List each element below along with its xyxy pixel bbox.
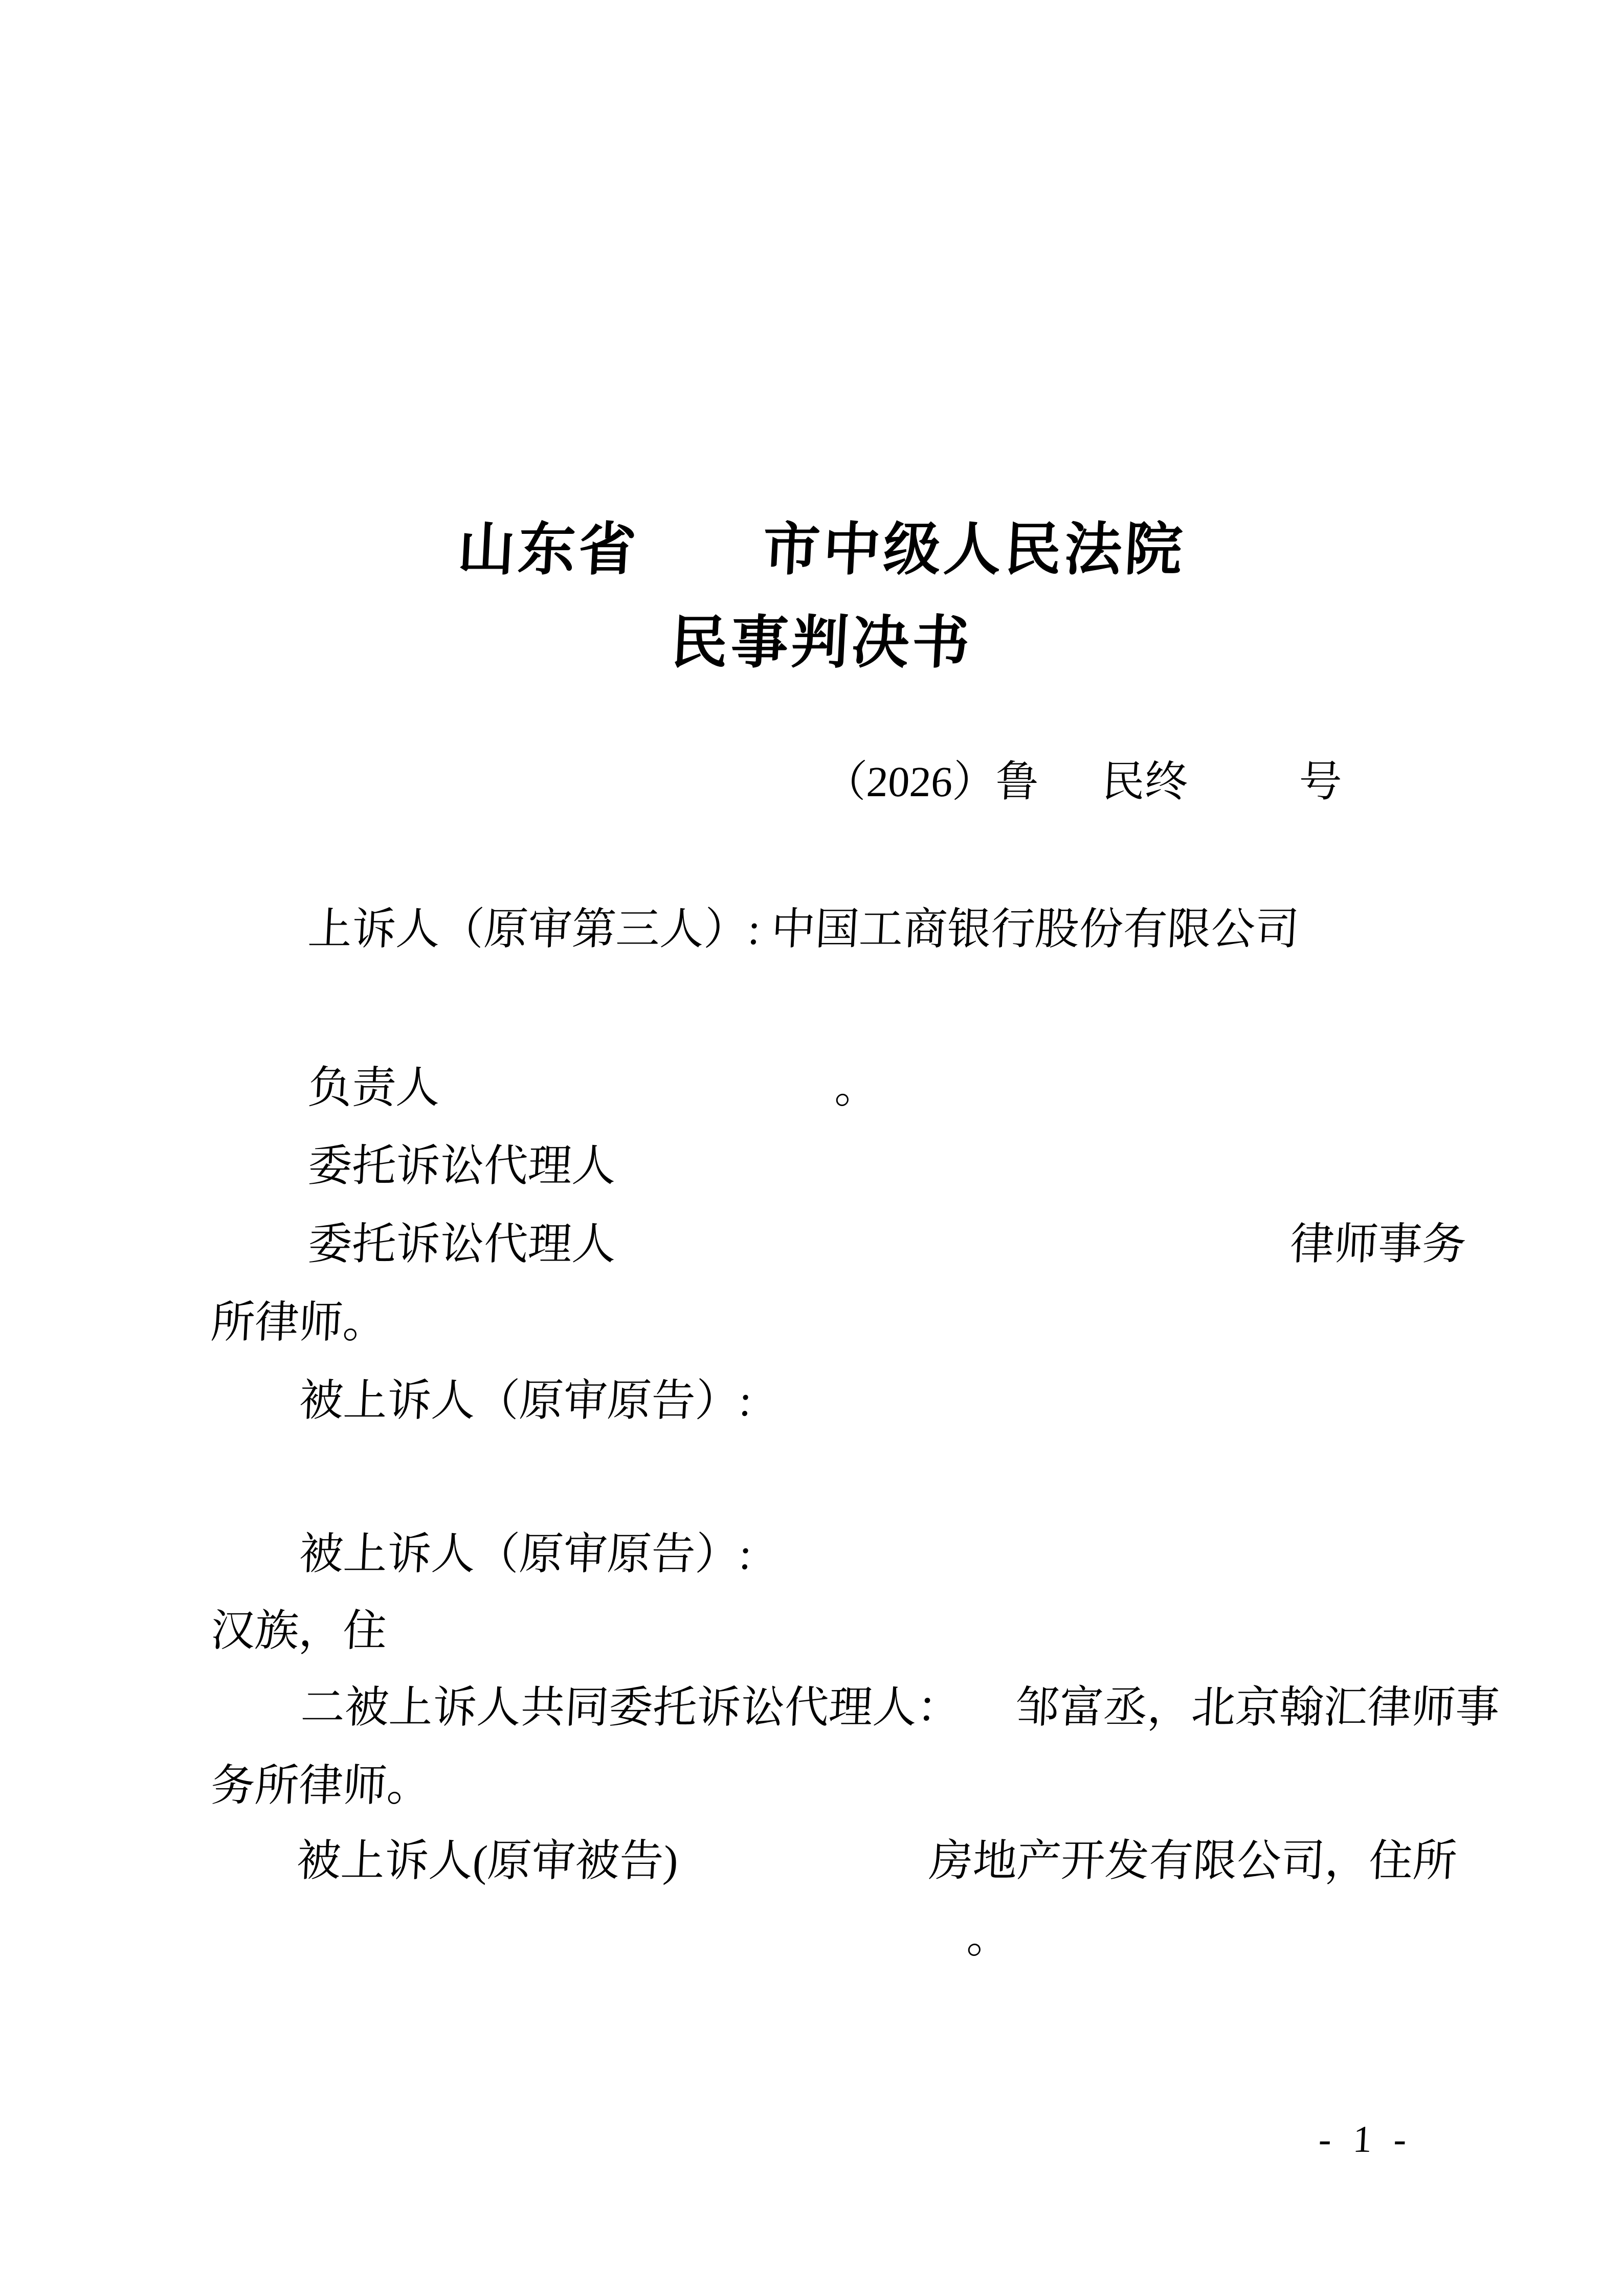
line-appellee-2-wrap (0, 1608, 1624, 1669)
line-appellant (0, 906, 1624, 967)
agent-1-label: 委托诉讼代理人 (306, 1141, 617, 1190)
agent-2-lawfirm: 律师事务 (1288, 1220, 1467, 1269)
line-appellee-2 (0, 1531, 1624, 1592)
legal-rep-label: 负责人 (306, 1063, 441, 1112)
line-agent-1 (0, 1143, 1624, 1204)
appellee-2-text: 被上诉人（原审原告）: (298, 1529, 753, 1579)
line-joint-agent (0, 1684, 1624, 1746)
case-year-region: （2026）鲁 (822, 758, 1040, 806)
appellant-text: 上诉人（原审第三人）: 中国工商银行股份有限公司 (306, 905, 1301, 954)
court-name-suffix: 市中级人民法院 (761, 519, 1187, 582)
line-joint-agent-wrap (0, 1763, 1624, 1824)
defendant-company: 房地产开发有限公司，住所 (927, 1836, 1458, 1885)
agent-2-label: 委托诉讼代理人 (306, 1220, 617, 1269)
line-appellee-1 (0, 1378, 1624, 1439)
legal-rep-period: 。 (833, 1063, 880, 1112)
page-title-line2 (0, 614, 1624, 675)
appellee-2-wrap-text: 汉族，住 (209, 1606, 388, 1655)
appellee-1-text: 被上诉人（原审原告）: (298, 1376, 753, 1425)
document-type-title: 民事判决书 (669, 612, 974, 675)
line-legal-rep (0, 1065, 1624, 1126)
joint-agent-name: 邹富丞，北京翰汇律师事 (1014, 1683, 1501, 1732)
court-name-prefix: 山东省 (456, 519, 641, 582)
joint-agent-label: 二被上诉人共同委托诉讼代理人： (299, 1683, 962, 1732)
case-number-suffix: 号 (1297, 758, 1343, 806)
footer-line (0, 2120, 1624, 2181)
line-defendant-wrap (0, 1915, 1624, 1976)
defendant-wrap-period: 。 (965, 1913, 1012, 1962)
line-defendant (0, 1838, 1624, 1899)
defendant-label: 被上诉人(原审被告) (295, 1836, 680, 1885)
page-number: - 1 - (1317, 2119, 1414, 2160)
page-title-line1 (0, 521, 1624, 582)
case-number-line (0, 760, 1624, 821)
line-agent-2 (0, 1221, 1624, 1282)
joint-agent-wrap-text: 务所律师。 (209, 1761, 432, 1810)
case-type: 民终 (1100, 758, 1189, 806)
line-agent-2-wrap (0, 1299, 1624, 1361)
agent-2-wrap-text: 所律师。 (209, 1298, 388, 1347)
